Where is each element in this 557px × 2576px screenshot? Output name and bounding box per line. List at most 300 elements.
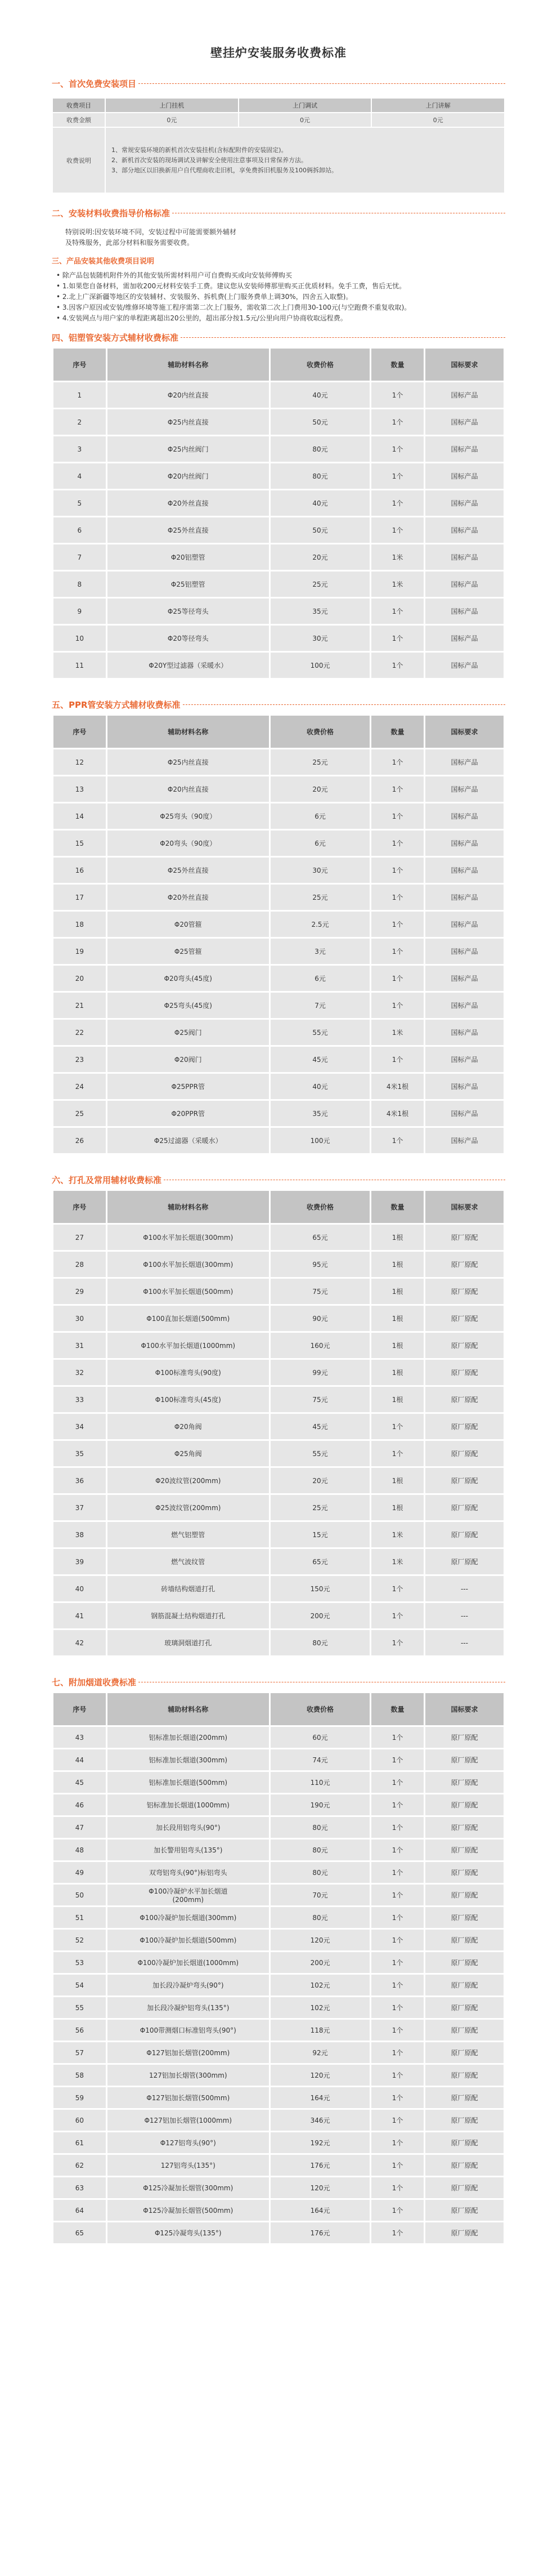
cell-material-name: Φ100冷凝炉加长烟道(500mm) bbox=[107, 1930, 269, 1950]
cell-serial: 41 bbox=[53, 1603, 106, 1628]
cell-standard: 国标产品 bbox=[425, 599, 504, 624]
cell-quantity: 1个 bbox=[371, 1817, 424, 1838]
cell-quantity: 1个 bbox=[371, 2110, 424, 2131]
cell-quantity: 1米 bbox=[371, 1522, 424, 1547]
cell-price: 176元 bbox=[271, 2155, 370, 2176]
cell-quantity: 1个 bbox=[371, 831, 424, 856]
table-row bbox=[53, 626, 504, 651]
header-standard: 国标要求 bbox=[425, 1191, 504, 1223]
table-row bbox=[53, 1047, 504, 1072]
cell-material-name: Φ20内丝直接 bbox=[107, 776, 269, 802]
header-quantity: 数量 bbox=[371, 1191, 424, 1223]
table-row: 收费说明 1、常规安装环境的新机首次安装挂机(含标配附件的安装固定)。 2、新机首次安装的现场调试及讲解安全使用注意事项及日常保养方法。 3、部分地区以旧换新用户自代理商收走旧机，享免费拆旧机服务及100俩拆卸站。 bbox=[53, 128, 504, 193]
cell-material-name: 加长段冷凝炉铝弯头(135°) bbox=[107, 1997, 269, 2018]
table-row bbox=[53, 1101, 504, 1126]
table-row bbox=[53, 776, 504, 802]
cell-serial: 25 bbox=[53, 1101, 106, 1126]
cell-quantity: 1个 bbox=[371, 2065, 424, 2086]
cell-material-name: Φ25外丝直接 bbox=[107, 517, 269, 543]
cell-standard: 原厂原配 bbox=[425, 1468, 504, 1493]
cell-price: 2.5元 bbox=[271, 912, 370, 937]
table-row bbox=[53, 2110, 504, 2131]
table-row bbox=[53, 1360, 504, 1385]
cell-material-name: 127铝加长烟管(300mm) bbox=[107, 2065, 269, 2086]
cell-standard: --- bbox=[425, 1576, 504, 1601]
cell-quantity: 1个 bbox=[371, 858, 424, 883]
cell-quantity: 1个 bbox=[371, 803, 424, 829]
header-price: 收费价格 bbox=[271, 349, 370, 381]
cell-material-name: Φ100水平加长烟道(1000mm) bbox=[107, 1333, 269, 1358]
cell-quantity: 1个 bbox=[371, 463, 424, 489]
table-row bbox=[53, 653, 504, 678]
cell-material-name: Φ25阀门 bbox=[107, 1020, 269, 1045]
table-row bbox=[53, 1549, 504, 1574]
cell-serial: 42 bbox=[53, 1630, 106, 1655]
cell-quantity: 1个 bbox=[371, 1414, 424, 1439]
cell-price: 45元 bbox=[271, 1047, 370, 1072]
cell-standard: 国标产品 bbox=[425, 463, 504, 489]
table-row bbox=[53, 544, 504, 570]
cell-quantity: 1米 bbox=[371, 572, 424, 597]
cell-material-name: 燃气波纹管 bbox=[107, 1549, 269, 1574]
header-serial: 序号 bbox=[53, 1191, 106, 1223]
cell-standard: 国标产品 bbox=[425, 776, 504, 802]
cell-material-name: Φ127铝加长烟管(500mm) bbox=[107, 2087, 269, 2108]
cell-material-name: 铝标准加长烟道(1000mm) bbox=[107, 1794, 269, 1815]
cell-quantity: 1个 bbox=[371, 1603, 424, 1628]
cell-price: 65元 bbox=[271, 1549, 370, 1574]
cell-standard: 国标产品 bbox=[425, 572, 504, 597]
cell-standard: 国标产品 bbox=[425, 544, 504, 570]
header-material-name: 辅助材料名称 bbox=[107, 716, 269, 748]
cell-standard: 国标产品 bbox=[425, 382, 504, 408]
flue-table bbox=[52, 1691, 505, 2245]
cell-serial: 5 bbox=[53, 490, 106, 516]
cell-quantity: 1个 bbox=[371, 2132, 424, 2153]
header-serial: 序号 bbox=[53, 716, 106, 748]
cell-serial: 24 bbox=[53, 1074, 106, 1099]
cell-quantity: 1个 bbox=[371, 2177, 424, 2198]
table-row bbox=[53, 831, 504, 856]
table-row bbox=[53, 1603, 504, 1628]
cell-material-name: Φ25管箍 bbox=[107, 939, 269, 964]
cell-serial: 40 bbox=[53, 1576, 106, 1601]
header-material-name: 辅助材料名称 bbox=[107, 1191, 269, 1223]
cell-price: 80元 bbox=[271, 1907, 370, 1928]
cell-price: 120元 bbox=[271, 1930, 370, 1950]
cell-quantity: 1个 bbox=[371, 382, 424, 408]
header-standard: 国标要求 bbox=[425, 716, 504, 748]
fee-notes: 1、常规安装环境的新机首次安装挂机(含标配附件的安装固定)。 2、新机首次安装的现场调试及讲解安全使用注意事项及日常保养方法。 3、部分地区以旧换新用户自代理商收走旧机，享免费拆旧机服务及100俩拆卸站。 bbox=[106, 128, 504, 193]
cell-price: 92元 bbox=[271, 2042, 370, 2063]
section-heading-material-guide: 二、安装材料收费指导价格标准 bbox=[52, 207, 505, 219]
cell-price: 40元 bbox=[271, 382, 370, 408]
cell-quantity: 1个 bbox=[371, 1749, 424, 1770]
cell-quantity: 1个 bbox=[371, 2200, 424, 2221]
table-header-row bbox=[53, 349, 504, 381]
cell-standard: 国标产品 bbox=[425, 858, 504, 883]
cell-quantity: 1个 bbox=[371, 993, 424, 1018]
table-header-row bbox=[53, 716, 504, 748]
cell-quantity: 1个 bbox=[371, 626, 424, 651]
cell-standard: 国标产品 bbox=[425, 885, 504, 910]
cell-price: 6元 bbox=[271, 803, 370, 829]
cell-quantity: 1个 bbox=[371, 749, 424, 775]
cell-price: 200元 bbox=[271, 1952, 370, 1973]
table-row bbox=[53, 1840, 504, 1860]
cell-material-name: Φ25过滤器（采暖水） bbox=[107, 1128, 269, 1153]
cell-price: 80元 bbox=[271, 436, 370, 462]
cell-quantity: 1个 bbox=[371, 1840, 424, 1860]
cell-material-name: Φ125冷凝加长烟管(500mm) bbox=[107, 2200, 269, 2221]
cell-price: 164元 bbox=[271, 2200, 370, 2221]
cell-standard: 原厂原配 bbox=[425, 1772, 504, 1793]
cell-standard: 国标产品 bbox=[425, 1047, 504, 1072]
cell-serial: 22 bbox=[53, 1020, 106, 1045]
cell-price: 30元 bbox=[271, 858, 370, 883]
header-quantity: 数量 bbox=[371, 349, 424, 381]
cell-price: 45元 bbox=[271, 1414, 370, 1439]
cell-price: 40元 bbox=[271, 490, 370, 516]
cell-price: 20元 bbox=[271, 544, 370, 570]
table-header-row bbox=[53, 1693, 504, 1725]
cell-standard: 国标产品 bbox=[425, 1128, 504, 1153]
table-row bbox=[53, 939, 504, 964]
cell-serial: 18 bbox=[53, 912, 106, 937]
cell-material-name: 玻璃洞烟道打孔 bbox=[107, 1630, 269, 1655]
header-price: 收费价格 bbox=[271, 716, 370, 748]
cell-serial: 48 bbox=[53, 1840, 106, 1860]
cell-quantity: 1根 bbox=[371, 1279, 424, 1304]
cell-standard: 原厂原配 bbox=[425, 1225, 504, 1250]
header-standard: 国标要求 bbox=[425, 349, 504, 381]
table-row bbox=[53, 1252, 504, 1277]
cell-price: 25元 bbox=[271, 885, 370, 910]
cell-standard: 国标产品 bbox=[425, 517, 504, 543]
cell-standard: 原厂原配 bbox=[425, 2132, 504, 2153]
header-price: 收费价格 bbox=[271, 1191, 370, 1223]
cell-serial: 6 bbox=[53, 517, 106, 543]
table-row bbox=[53, 1128, 504, 1153]
cell-material-name: Φ25内丝阀门 bbox=[107, 436, 269, 462]
cell-material-name: Φ20波纹管(200mm) bbox=[107, 1468, 269, 1493]
cell-material-name: Φ25等径弯头 bbox=[107, 599, 269, 624]
list-item: • 2.北上广深新疆等地区的安装辅材、安装服务、拆机费(上门服务费单上调30%，四舍五入取整)。 bbox=[56, 293, 353, 301]
cell-price: 65元 bbox=[271, 1225, 370, 1250]
cell-material-name: Φ100标准弯头(90度) bbox=[107, 1360, 269, 1385]
section-heading-other-fees: 三、产品安装其他收费项目说明 bbox=[52, 257, 155, 266]
cell-quantity: 1个 bbox=[371, 2222, 424, 2243]
cell-quantity: 1米 bbox=[371, 1549, 424, 1574]
cell-price: 55元 bbox=[271, 1441, 370, 1466]
cell-quantity: 4米1根 bbox=[371, 1074, 424, 1099]
cell-material-name: Φ127铝弯头(90°) bbox=[107, 2132, 269, 2153]
cell-material-name: Φ100标准弯头(45度) bbox=[107, 1387, 269, 1412]
cell-material-name: Φ100直加长烟道(500mm) bbox=[107, 1306, 269, 1331]
cell-material-name: Φ100水平加长烟道(300mm) bbox=[107, 1225, 269, 1250]
cell-quantity: 1根 bbox=[371, 1495, 424, 1520]
table-row bbox=[53, 1576, 504, 1601]
cell-standard: 国标产品 bbox=[425, 939, 504, 964]
cell-material-name: Φ125冷凝弯头(135°) bbox=[107, 2222, 269, 2243]
cell-material-name: 铝标准加长烟道(200mm) bbox=[107, 1727, 269, 1748]
table-row bbox=[53, 1975, 504, 1995]
cell-price: 25元 bbox=[271, 572, 370, 597]
cell-material-name: Φ20Y型过滤器（采暖水） bbox=[107, 653, 269, 678]
cell-serial: 3 bbox=[53, 436, 106, 462]
cell-standard: 原厂原配 bbox=[425, 2177, 504, 2198]
cell-quantity: 1个 bbox=[371, 2155, 424, 2176]
cell-material-name: Φ100水平加长烟道(500mm) bbox=[107, 1279, 269, 1304]
cell-standard: 国标产品 bbox=[425, 803, 504, 829]
table-row bbox=[53, 1997, 504, 2018]
cell-quantity: 1个 bbox=[371, 1862, 424, 1883]
cell-standard: 国标产品 bbox=[425, 1020, 504, 1045]
cell-material-name: Φ20外丝直接 bbox=[107, 885, 269, 910]
cell-standard: 原厂原配 bbox=[425, 1975, 504, 1995]
table-row bbox=[53, 858, 504, 883]
table-row bbox=[53, 2200, 504, 2221]
cell-price: 176元 bbox=[271, 2222, 370, 2243]
cell-serial: 57 bbox=[53, 2042, 106, 2063]
table-row bbox=[53, 409, 504, 435]
cell-price: 35元 bbox=[271, 599, 370, 624]
cell-serial: 36 bbox=[53, 1468, 106, 1493]
cell-price: 102元 bbox=[271, 1975, 370, 1995]
cell-serial: 59 bbox=[53, 2087, 106, 2108]
cell-standard: 原厂原配 bbox=[425, 1522, 504, 1547]
page-title: 壁挂炉安装服务收费标准 bbox=[210, 46, 347, 60]
cell-material-name: Φ20管箍 bbox=[107, 912, 269, 937]
cell-price: 40元 bbox=[271, 1074, 370, 1099]
list-item: • 3.因客户原因或安装/维修环境等施工程序需第二次上门服务，需收第二次上门费用30-100元(与空跑费不重复收取)。 bbox=[56, 303, 411, 311]
cell-standard: 原厂原配 bbox=[425, 1549, 504, 1574]
cell-serial: 2 bbox=[53, 409, 106, 435]
cell-standard: 原厂原配 bbox=[425, 2155, 504, 2176]
table-row bbox=[53, 993, 504, 1018]
cell-standard: 国标产品 bbox=[425, 653, 504, 678]
table-row bbox=[53, 1414, 504, 1439]
cell-serial: 14 bbox=[53, 803, 106, 829]
cell-standard: 国标产品 bbox=[425, 436, 504, 462]
cell-price: 30元 bbox=[271, 626, 370, 651]
table-row bbox=[53, 1020, 504, 1045]
cell-standard: 原厂原配 bbox=[425, 1333, 504, 1358]
cell-material-name: Φ125冷凝加长烟管(300mm) bbox=[107, 2177, 269, 2198]
cell-price: 80元 bbox=[271, 1817, 370, 1838]
cell-price: 74元 bbox=[271, 1749, 370, 1770]
table-row bbox=[53, 572, 504, 597]
cell-serial: 21 bbox=[53, 993, 106, 1018]
cell-serial: 1 bbox=[53, 382, 106, 408]
cell-material-name: Φ25内丝直接 bbox=[107, 749, 269, 775]
cell-standard: 原厂原配 bbox=[425, 1907, 504, 1928]
table-row bbox=[53, 912, 504, 937]
header-material-name: 辅助材料名称 bbox=[107, 1693, 269, 1725]
cell-standard: 原厂原配 bbox=[425, 1414, 504, 1439]
table-row bbox=[53, 1727, 504, 1748]
cell-quantity: 1根 bbox=[371, 1333, 424, 1358]
cell-material-name: 加长段冷凝炉弯头(90°) bbox=[107, 1975, 269, 1995]
list-item: • 1.如果您自备材料，需加收200元材料安装手工费。建议您从安装师傅那里购买正优质材料。免手工费，售后无忧。 bbox=[56, 282, 406, 290]
cell-quantity: 1根 bbox=[371, 1306, 424, 1331]
cell-price: 160元 bbox=[271, 1333, 370, 1358]
cell-material-name: Φ20内丝直接 bbox=[107, 382, 269, 408]
cell-standard: 原厂原配 bbox=[425, 1885, 504, 1905]
cell-standard: 原厂原配 bbox=[425, 2020, 504, 2041]
cell-quantity: 1个 bbox=[371, 1975, 424, 1995]
table-row bbox=[53, 599, 504, 624]
table-row bbox=[53, 1522, 504, 1547]
cell-serial: 49 bbox=[53, 1862, 106, 1883]
cell-quantity: 1个 bbox=[371, 2020, 424, 2041]
cell-serial: 44 bbox=[53, 1749, 106, 1770]
cell-quantity: 1个 bbox=[371, 939, 424, 964]
free-install-table bbox=[52, 97, 505, 194]
cell-quantity: 1个 bbox=[371, 2042, 424, 2063]
cell-price: 3元 bbox=[271, 939, 370, 964]
cell-quantity: 1个 bbox=[371, 912, 424, 937]
table-row bbox=[53, 1074, 504, 1099]
table-row bbox=[53, 1885, 504, 1905]
table-row bbox=[53, 749, 504, 775]
cell-serial: 15 bbox=[53, 831, 106, 856]
cell-price: 120元 bbox=[271, 2065, 370, 2086]
cell-serial: 27 bbox=[53, 1225, 106, 1250]
cell-quantity: 1根 bbox=[371, 1360, 424, 1385]
header-quantity: 数量 bbox=[371, 1693, 424, 1725]
table-row bbox=[53, 1333, 504, 1358]
cell-serial: 46 bbox=[53, 1794, 106, 1815]
cell-material-name: Φ100冷凝炉水平加长烟道 (200mm) bbox=[107, 1885, 269, 1905]
other-fees-list bbox=[52, 270, 505, 324]
cell-quantity: 1米 bbox=[371, 1020, 424, 1045]
cell-price: 6元 bbox=[271, 831, 370, 856]
cell-quantity: 1个 bbox=[371, 1952, 424, 1973]
cell-price: 7元 bbox=[271, 993, 370, 1018]
cell-price: 90元 bbox=[271, 1306, 370, 1331]
cell-material-name: Φ20等径弯头 bbox=[107, 626, 269, 651]
cell-material-name: 加长段用铝弯头(90°) bbox=[107, 1817, 269, 1838]
cell-serial: 64 bbox=[53, 2200, 106, 2221]
cell-material-name: Φ25角阀 bbox=[107, 1441, 269, 1466]
cell-material-name: 127铝弯头(135°) bbox=[107, 2155, 269, 2176]
table-row bbox=[53, 517, 504, 543]
cell-standard: 原厂原配 bbox=[425, 1360, 504, 1385]
cell-price: 80元 bbox=[271, 1630, 370, 1655]
header-serial: 序号 bbox=[53, 349, 106, 381]
table-row bbox=[53, 2087, 504, 2108]
cell-price: 20元 bbox=[271, 1468, 370, 1493]
cell-price: 20元 bbox=[271, 776, 370, 802]
cell-standard: 原厂原配 bbox=[425, 1441, 504, 1466]
cell-price: 99元 bbox=[271, 1360, 370, 1385]
cell-material-name: 铝标准加长烟道(300mm) bbox=[107, 1749, 269, 1770]
cell-standard: 原厂原配 bbox=[425, 1252, 504, 1277]
cell-material-name: Φ20弯头（90度） bbox=[107, 831, 269, 856]
section-heading-free-install: 一、首次免费安装项目 bbox=[52, 78, 505, 90]
drilling-table bbox=[52, 1189, 505, 1657]
table-row bbox=[53, 1772, 504, 1793]
cell-material-name: Φ25波纹管(200mm) bbox=[107, 1495, 269, 1520]
cell-standard: 原厂原配 bbox=[425, 1817, 504, 1838]
cell-serial: 4 bbox=[53, 463, 106, 489]
cell-quantity: 1个 bbox=[371, 490, 424, 516]
cell-standard: 原厂原配 bbox=[425, 1495, 504, 1520]
cell-material-name: Φ20外丝直接 bbox=[107, 490, 269, 516]
table-row bbox=[53, 2042, 504, 2063]
cell-standard: 原厂原配 bbox=[425, 1862, 504, 1883]
cell-quantity: 4米1根 bbox=[371, 1101, 424, 1126]
cell-material-name: Φ20弯头(45度) bbox=[107, 966, 269, 991]
cell-price: 60元 bbox=[271, 1727, 370, 1748]
cell-price: 100元 bbox=[271, 653, 370, 678]
cell-material-name: Φ100冷凝炉加长烟道(300mm) bbox=[107, 1907, 269, 1928]
section-heading-drilling: 六、打孔及常用辅材收费标准 bbox=[52, 1174, 505, 1186]
header-standard: 国标要求 bbox=[425, 1693, 504, 1725]
section-heading-ppr: 五、PPR管安装方式辅材收费标准 bbox=[52, 699, 505, 711]
header-serial: 序号 bbox=[53, 1693, 106, 1725]
cell-price: 95元 bbox=[271, 1252, 370, 1277]
cell-standard: 原厂原配 bbox=[425, 2110, 504, 2131]
table-row bbox=[53, 1387, 504, 1412]
table-row bbox=[53, 382, 504, 408]
cell-quantity: 1米 bbox=[371, 544, 424, 570]
cell-standard: 原厂原配 bbox=[425, 2042, 504, 2063]
cell-serial: 16 bbox=[53, 858, 106, 883]
cell-material-name: Φ20内丝阀门 bbox=[107, 463, 269, 489]
cell-quantity: 1根 bbox=[371, 1468, 424, 1493]
cell-serial: 19 bbox=[53, 939, 106, 964]
table-row bbox=[53, 966, 504, 991]
cell-price: 100元 bbox=[271, 1128, 370, 1153]
table-row bbox=[53, 1749, 504, 1770]
cell-serial: 39 bbox=[53, 1549, 106, 1574]
cell-standard: 原厂原配 bbox=[425, 1727, 504, 1748]
cell-price: 25元 bbox=[271, 1495, 370, 1520]
cell-quantity: 1个 bbox=[371, 1727, 424, 1748]
cell-material-name: Φ25铝塑管 bbox=[107, 572, 269, 597]
cell-serial: 43 bbox=[53, 1727, 106, 1748]
cell-price: 25元 bbox=[271, 749, 370, 775]
cell-price: 80元 bbox=[271, 1862, 370, 1883]
cell-material-name: 燃气铝塑管 bbox=[107, 1522, 269, 1547]
cell-serial: 35 bbox=[53, 1441, 106, 1466]
cell-standard: 国标产品 bbox=[425, 993, 504, 1018]
cell-quantity: 1根 bbox=[371, 1252, 424, 1277]
cell-price: 200元 bbox=[271, 1603, 370, 1628]
cell-quantity: 1个 bbox=[371, 1907, 424, 1928]
cell-serial: 26 bbox=[53, 1128, 106, 1153]
cell-price: 120元 bbox=[271, 2177, 370, 2198]
cell-price: 190元 bbox=[271, 1794, 370, 1815]
cell-price: 346元 bbox=[271, 2110, 370, 2131]
list-item: • 4.安装网点与用户家的单程距离超出20公里的，超出部分按1.5元/公里向用户协商收取远程费。 bbox=[56, 314, 347, 322]
table-row bbox=[53, 2177, 504, 2198]
cell-material-name: 铝标准加长烟道(500mm) bbox=[107, 1772, 269, 1793]
aluminum-plastic-table bbox=[52, 347, 505, 680]
cell-serial: 23 bbox=[53, 1047, 106, 1072]
table-row bbox=[53, 1279, 504, 1304]
table-row bbox=[53, 2155, 504, 2176]
cell-serial: 58 bbox=[53, 2065, 106, 2086]
cell-serial: 20 bbox=[53, 966, 106, 991]
cell-standard: --- bbox=[425, 1630, 504, 1655]
cell-serial: 56 bbox=[53, 2020, 106, 2041]
cell-price: 192元 bbox=[271, 2132, 370, 2153]
cell-standard: 国标产品 bbox=[425, 490, 504, 516]
cell-serial: 10 bbox=[53, 626, 106, 651]
